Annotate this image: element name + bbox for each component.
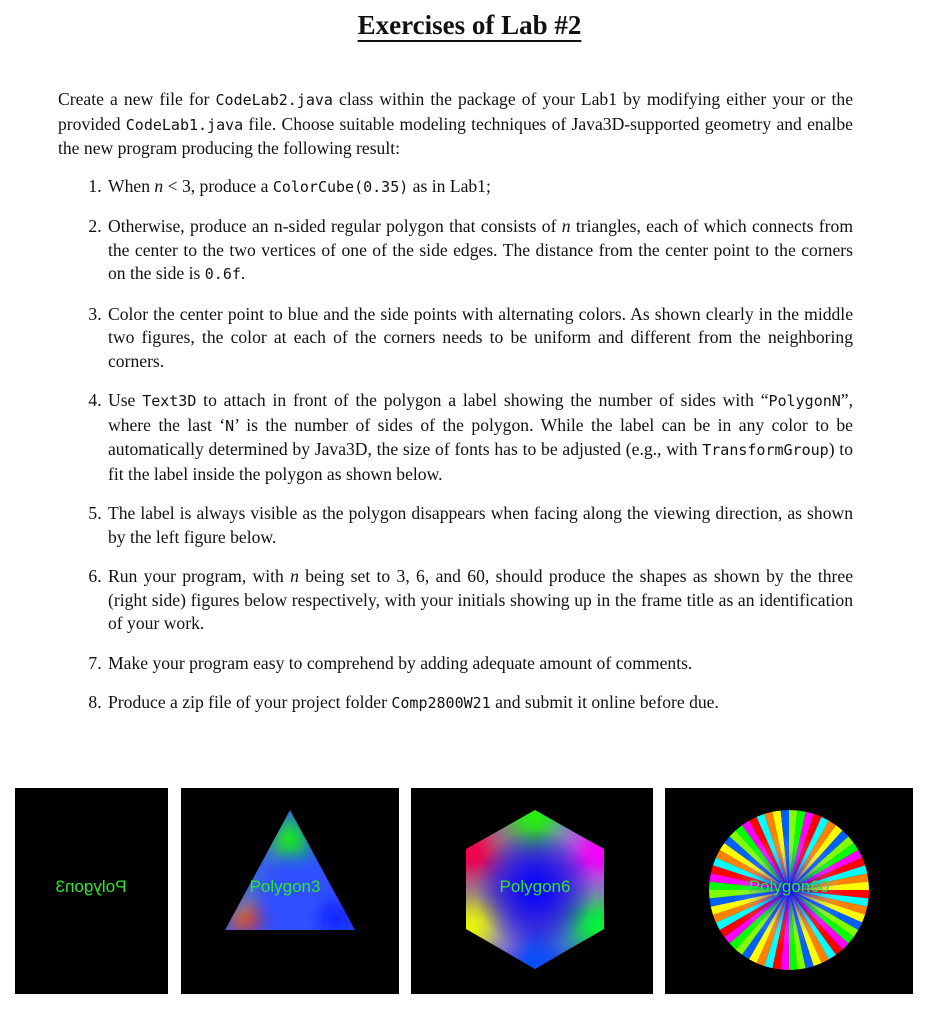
figure-row — [0, 788, 939, 994]
page-title: Exercises of Lab #2 — [357, 10, 582, 40]
inline-code: ColorCube(0.35) — [272, 177, 409, 196]
triangle-polygon — [225, 810, 355, 930]
list-item: 7. Make your program easy to comprehend by adding adequate amount of comments. — [106, 652, 853, 676]
list-item: 2. Otherwise, produce an n-sided regular polygon that consists of n triangles, each of which connects from the center to the two vertices of one of the side edges. The distance from the center point to the corners on the side is 0.6f. — [106, 215, 853, 287]
list-item: 5. The label is always visible as the polygon disappears when facing along the viewing direction, as shown by the left figure below. — [106, 502, 853, 549]
polygon-label: Polygon3 — [249, 877, 321, 896]
figure-hexagon — [411, 788, 653, 994]
inline-code: TransformGroup — [702, 441, 829, 459]
inline-code: N — [225, 416, 235, 435]
inline-code: CodeLab1.java — [125, 115, 244, 134]
list-item: 6. Run your program, with n being set to 3, 6, and 60, should produce the shapes as shown by the three (right side) figures below respectively, with your initials showing up in the frame title as an identification of your work. — [106, 565, 853, 636]
inline-code: Text3D — [142, 392, 197, 410]
intro-paragraph: Create a new file for CodeLab2.java class within the package of your Lab1 by modifying either your or the provided CodeLab1.java file. Choose suitable modeling techniques of Java3D-supported geometry and enalbe the new program producing the following result: — [58, 89, 853, 158]
figure-60gon — [665, 788, 913, 994]
figure-edge-on — [15, 788, 168, 994]
list-item: 8. Produce a zip file of your project folder Comp2800W21 and submit it online before due. — [106, 691, 853, 716]
polygon-label: Polygon60 — [748, 877, 830, 896]
list-item: 1. When n < 3, produce a ColorCube(0.35) as in Lab1; — [106, 175, 853, 200]
list-item: 3. Color the center point to blue and the side points with alternating colors. As shown clearly in the middle two figures, the color at each of the corners needs to be uniform and different from the neighboring corners. — [106, 303, 853, 374]
inline-code: CodeLab2.java — [215, 91, 333, 109]
polygon-label-mirrored: Polygon3 — [55, 877, 127, 896]
inline-code: PolygonN — [768, 392, 841, 410]
inline-code: 0.6f — [204, 265, 241, 283]
document-body — [58, 88, 853, 732]
polygon-label: Polygon6 — [499, 877, 571, 896]
list-item: 4. Use Text3D to attach in front of the polygon a label showing the number of sides with “PolygonN”, where the last ‘N’ is the number of sides of the polygon. While the label can be in any color to be automatically determined by Java3D, the size of fonts has to be adjusted (e.g., with TransformGroup) to fit the label inside the polygon as shown below. — [106, 389, 853, 486]
figure-triangle — [181, 788, 399, 994]
exercise-list — [58, 175, 853, 716]
inline-code: Comp2800W21 — [391, 694, 491, 712]
